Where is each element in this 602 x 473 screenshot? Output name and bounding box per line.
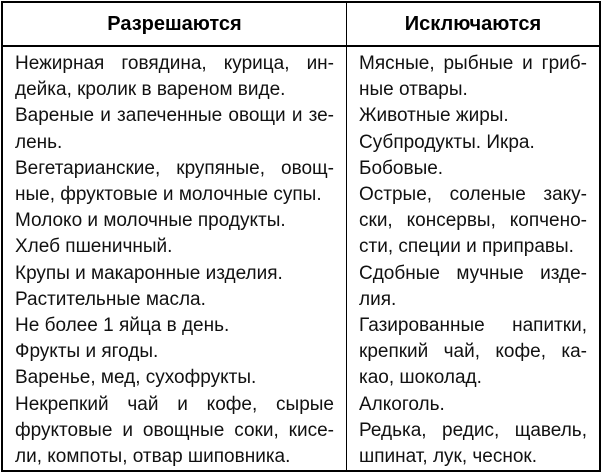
text-line: Вареные и запеченные овощи и зе- [15, 105, 334, 127]
text-line: Редька, редис, щавель, [359, 419, 587, 441]
text-line: лень. [15, 131, 63, 153]
text-line: Мясные, рыбные и гриб- [359, 53, 587, 74]
text-line: шпинат, лук, чеснок. [359, 446, 538, 468]
table-body-row [3, 47, 599, 470]
text-line: Острые, соленые заку- [359, 184, 587, 206]
text-line: Крупы и макаронные изделия. [15, 262, 283, 284]
excluded-foods-cell [347, 47, 599, 470]
text-line: Молоко и молочные продукты. [15, 210, 286, 232]
text-line: Фрукты и ягоды. [15, 341, 159, 363]
allowed-foods-cell [3, 47, 347, 470]
text-line: крепкий чай, кофе, ка- [359, 341, 587, 363]
text-line: ли, компоты, отвар шиповника. [15, 446, 291, 468]
text-line: Животные жиры. [359, 105, 509, 127]
text-line: Растительные масла. [15, 288, 206, 310]
text-line: дейка, кролик в вареном виде. [15, 79, 286, 101]
diet-table [1, 1, 601, 472]
text-line: лия. [359, 288, 397, 310]
text-line: Газированные напитки, [359, 315, 587, 337]
text-line: ски, консервы, копчено- [359, 210, 587, 232]
text-line: Нежирная говядина, курица, ин- [15, 53, 334, 74]
text-line: Вегетарианские, крупяные, овощ- [15, 157, 334, 179]
text-line: сти, специи и приправы. [359, 236, 574, 258]
text-line: Не более 1 яйца в день. [15, 315, 230, 337]
header-cell-excluded: Исключаются [404, 12, 542, 35]
text-line: Сдобные мучные изде- [359, 262, 587, 284]
table-header-row [3, 3, 599, 47]
text-line: Субпродукты. Икра. [359, 131, 535, 153]
text-line: Бобовые. [359, 157, 444, 179]
text-line: Алкоголь. [359, 393, 445, 415]
text-line: Хлеб пшеничный. [15, 236, 173, 258]
text-line: фруктовые и овощные соки, кисе- [15, 419, 334, 441]
header-cell-allowed: Разрешаются [3, 3, 347, 45]
text-line: ные, фруктовые и молочные супы. [15, 184, 322, 206]
text-line: као, шоколад. [359, 367, 482, 389]
text-line: Некрепкий чай и кофе, сырые [15, 393, 334, 415]
text-line: Варенье, мед, сухофрукты. [15, 367, 257, 389]
text-line: ные отвары. [359, 79, 468, 101]
